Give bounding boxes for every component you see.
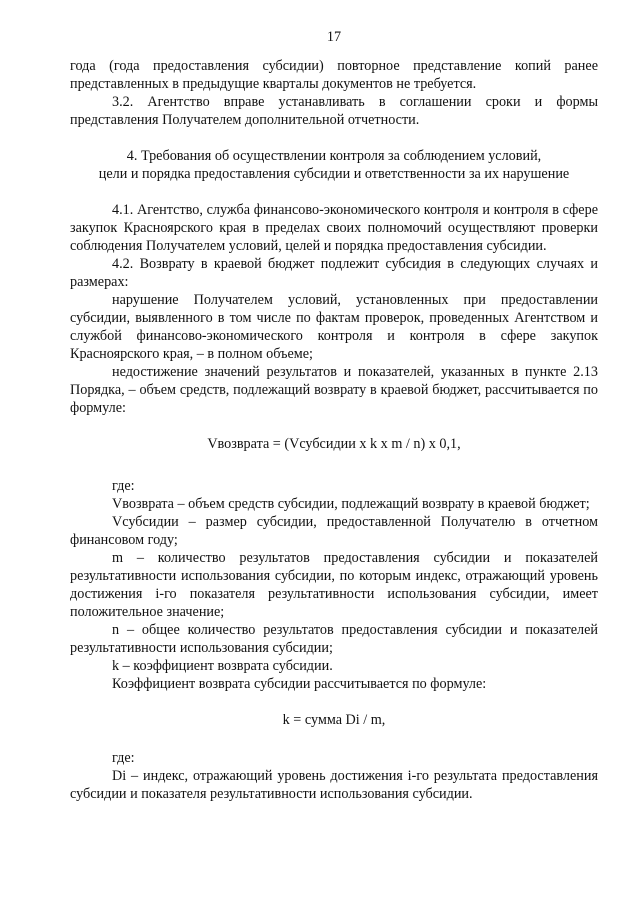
section-heading-line2: цели и порядка предоставления субсидии и ответственности за их нарушение	[98, 166, 570, 182]
definition-di: Di – индекс, отражающий уровень достижения i-го результата предоставления субсидии и показателя результативности использования субсидии.	[70, 768, 598, 802]
paragraph-violation: нарушение Получателем условий, установленных при предоставлении субсидии, выявленного в том числе по фактам проверок, проведенных Агентством и службой финансово-экономического контроля и контроля в сфере закупок Красноярского края, – в полном объеме;	[70, 292, 598, 362]
definition-n: n – общее количество результатов предоставления субсидии и показателей результативности использования субсидии;	[70, 622, 598, 656]
paragraph-3-2: 3.2. Агентство вправе устанавливать в соглашении сроки и формы представления Получателем дополнительной отчетности.	[70, 94, 598, 128]
paragraph-non-achievement: недостижение значений результатов и показателей, указанных в пункте 2.13 Порядка, – объем средств, подлежащий возврату в краевой бюджет, рассчитывается по формуле:	[70, 364, 598, 416]
page-number: 17	[326, 29, 342, 45]
definition-v-refund: Vвозврата – объем средств субсидии, подлежащий возврату в краевой бюджет;	[112, 496, 590, 512]
document-page	[70, 28, 598, 803]
definition-v-subsidy: Vсубсидии – размер субсидии, предоставленной Получателю в отчетном финансовом году;	[70, 514, 598, 548]
formula-coefficient: k = сумма Di / m,	[282, 712, 386, 728]
formula-refund: Vвозврата = (Vсубсидии x k x m / n) x 0,1,	[207, 436, 461, 452]
where-label-2: где:	[112, 750, 135, 766]
paragraph-continuation: года (года предоставления субсидии) повторное представление копий ранее представленных в предыдущие кварталы документов не требуется.	[70, 58, 598, 92]
paragraph-4-2: 4.2. Возврату в краевой бюджет подлежит субсидия в следующих случаях и размерах:	[70, 256, 598, 290]
coefficient-intro: Коэффициент возврата субсидии рассчитывается по формуле:	[112, 676, 487, 692]
definition-k: k – коэффициент возврата субсидии.	[112, 658, 333, 674]
section-heading	[70, 147, 598, 183]
paragraph-4-1: 4.1. Агентство, служба финансово-экономического контроля и контроля в сфере закупок Красноярского края в пределах своих полномочий осуществляют проверки соблюдения Получателем условий, целей и порядка предоставления субсидии.	[70, 202, 598, 254]
section-heading-line1: 4. Требования об осуществлении контроля за соблюдением условий,	[126, 148, 542, 164]
definition-m: m – количество результатов предоставления субсидии и показателей результативности использования субсидии, по которым индекс, отражающий уровень достижения i-го показателя результативности использования субсидии, имеет положительное значение;	[70, 550, 598, 620]
where-label-1: где:	[112, 478, 135, 494]
